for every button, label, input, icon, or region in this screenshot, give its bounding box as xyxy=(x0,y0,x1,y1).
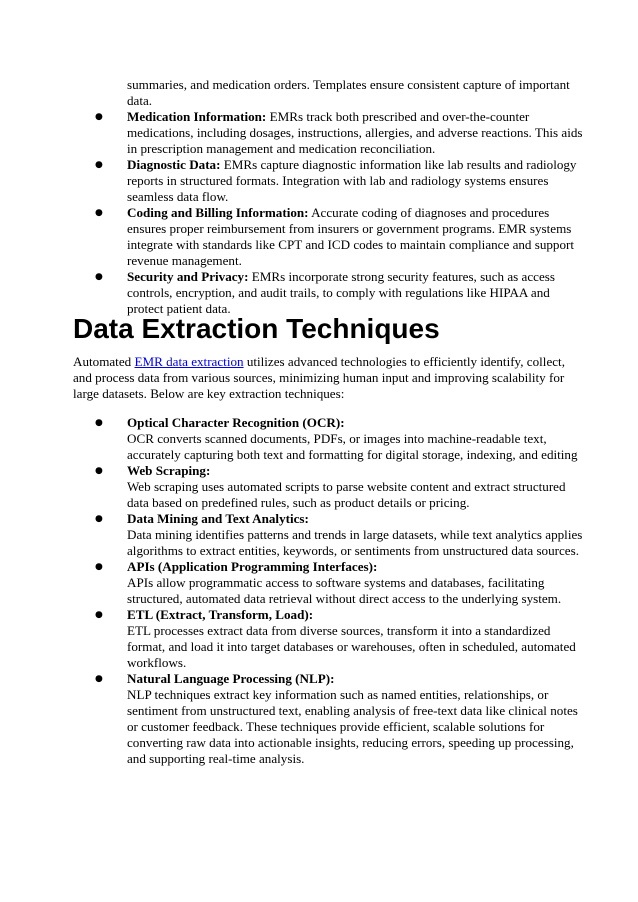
emr-data-extraction-link[interactable]: EMR data extraction xyxy=(134,354,244,369)
technique-description: Data mining identifies patterns and trends in large datasets, while text analytics applies algorithms to extract entities, keywords, or sentiments from unstructured data sources. xyxy=(127,527,583,558)
bullet-list xyxy=(73,109,593,317)
technique-title: ETL (Extract, Transform, Load): xyxy=(127,607,314,622)
technique-description: Web scraping uses automated scripts to parse website content and extract structured data based on predefined rules, such as product details or pricing. xyxy=(127,479,566,510)
bullet-icon: ● xyxy=(95,208,103,218)
technique-description: ETL processes extract data from diverse sources, transform it into a standardized format, and load it into target databases or warehouses, often in scheduled, automated workflows. xyxy=(127,623,576,670)
technique-title: Web Scraping: xyxy=(127,463,211,478)
intro-paragraph xyxy=(73,354,573,402)
list-item-coding-billing xyxy=(73,205,593,269)
technique-title: APIs (Application Programming Interfaces): xyxy=(127,559,378,574)
item-text: EMRs track both prescribed and over-the-counter medications, including dosages, instructions, allergies, and adverse reactions. This aids in prescription management and medication reconciliation. xyxy=(127,109,583,156)
bullet-icon: ● xyxy=(95,112,103,122)
technique-etl xyxy=(73,607,593,671)
bullet-icon: ● xyxy=(95,418,103,428)
section-heading: Data Extraction Techniques xyxy=(73,313,440,344)
technique-description: OCR converts scanned documents, PDFs, or images into machine-readable text, accurately capturing both text and formatting for digital storage, indexing, and editing xyxy=(127,431,578,462)
bullet-icon: ● xyxy=(95,674,103,684)
techniques-list xyxy=(73,415,593,767)
technique-title: Natural Language Processing (NLP): xyxy=(127,671,335,686)
list-item-continuation: summaries, and medication orders. Templates ensure consistent capture of important data. xyxy=(127,77,570,108)
intro-text-before: Automated xyxy=(73,354,135,369)
item-term: Coding and Billing Information: xyxy=(127,205,309,220)
technique-title: Optical Character Recognition (OCR): xyxy=(127,415,345,430)
list-item-security xyxy=(73,269,593,317)
item-term: Security and Privacy: xyxy=(127,269,249,284)
technique-ocr xyxy=(73,415,593,463)
list-item-diagnostic xyxy=(73,157,593,205)
item-text: EMRs incorporate strong security features, such as access controls, encryption, and audit trails, to comply with regulations like HIPAA and protect patient data. xyxy=(127,269,555,316)
bullet-icon: ● xyxy=(95,514,103,524)
item-term: Medication Information: xyxy=(127,109,267,124)
technique-title: Data Mining and Text Analytics: xyxy=(127,511,309,526)
bullet-icon: ● xyxy=(95,610,103,620)
technique-nlp xyxy=(73,671,593,767)
technique-description: NLP techniques extract key information such as named entities, relationships, or sentiment from unstructured text, enabling analysis of free-text data like clinical notes or customer feedback. These techniques provide efficient, scalable solutions for converting raw data into actionable insights, reducing errors, speeding up processing, and supporting real-time analysis. xyxy=(127,687,578,766)
list-item-medication xyxy=(73,109,593,157)
technique-apis xyxy=(73,559,593,607)
item-text: Accurate coding of diagnoses and procedures ensures proper reimbursement from insurers or government programs. EMR systems integrate with standards like CPT and ICD codes to maintain compliance and support revenue management. xyxy=(127,205,575,268)
bullet-icon: ● xyxy=(95,466,103,476)
item-text: EMRs capture diagnostic information like lab results and radiology reports in structured formats. Integration with lab and radiology systems ensures seamless data flow. xyxy=(127,157,577,204)
bullet-icon: ● xyxy=(95,160,103,170)
bullet-icon: ● xyxy=(95,562,103,572)
item-term: Diagnostic Data: xyxy=(127,157,221,172)
intro-text-after: utilizes advanced technologies to efficiently identify, collect, and process data from various sources, minimizing human input and improving scalability for large datasets. Below are key extraction techniques: xyxy=(73,354,565,401)
bullet-icon: ● xyxy=(95,272,103,282)
emr-features-list xyxy=(73,77,593,317)
technique-web-scraping xyxy=(73,463,593,511)
technique-description: APIs allow programmatic access to software systems and databases, facilitating structured, automated data retrieval without direct access to the underlying system. xyxy=(127,575,562,606)
technique-data-mining xyxy=(73,511,593,559)
